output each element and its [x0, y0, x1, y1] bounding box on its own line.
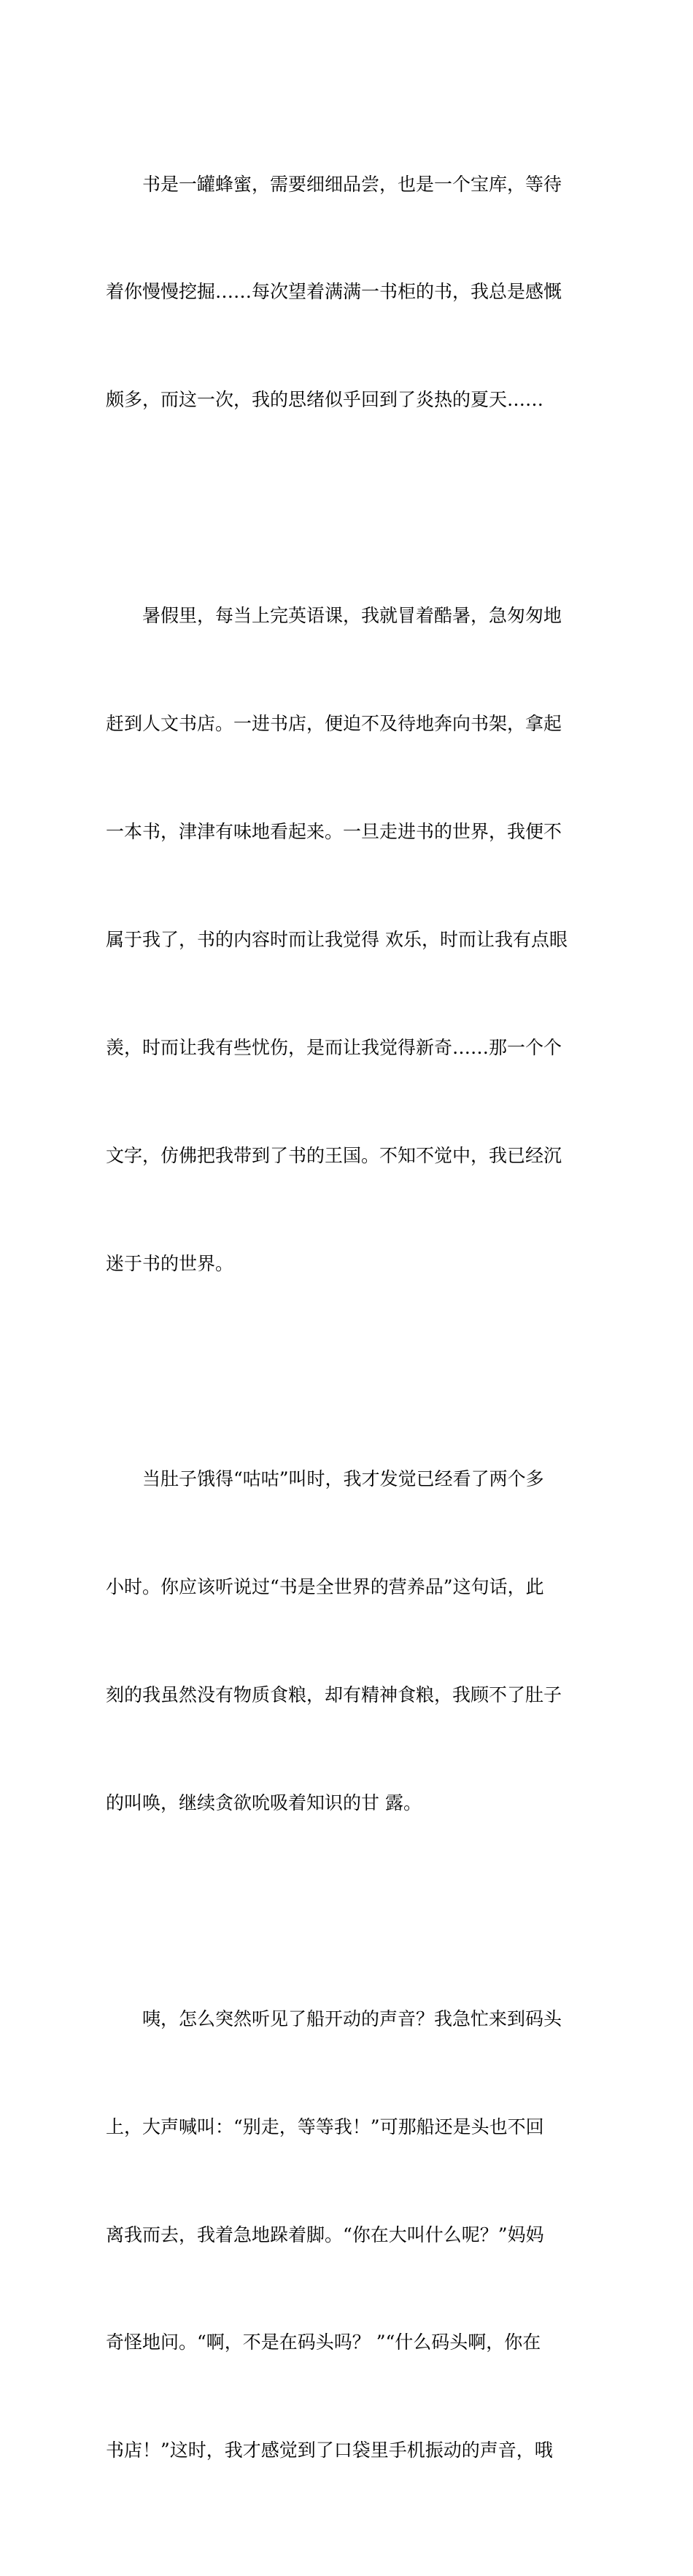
text-line: 咦，怎么突然听见了船开动的声音？我急忙来到码头: [142, 2008, 562, 2029]
text-line: 文字，仿佛把我带到了书的王国。不知不觉中，我已经沉: [106, 1144, 562, 1166]
text-line: 的叫唤，继续贪欲吮吸着知识的甘 露。: [106, 1792, 422, 1813]
text-line: 书是一罐蜂蜜，需要细细品尝，也是一个宝库，等待: [142, 173, 562, 195]
text-line: 一本书，津津有味地看起来。一旦走进书的世界，我便不: [106, 820, 562, 842]
text-line: 上，大声喊叫：“别走，等等我！”可那船还是头也不回: [106, 2116, 544, 2137]
text-line: 属于我了，书的内容时而让我觉得 欢乐，时而让我有点眼: [106, 928, 568, 950]
paragraph-4: [106, 1929, 589, 2540]
paragraph-1: [106, 94, 589, 490]
text-line: 颇多，而这一次，我的思绪似乎回到了炎热的夏天……: [106, 389, 544, 411]
text-line: 赶到人文书店。一进书店，便迫不及待地奔向书架，拿起: [106, 713, 562, 735]
text-line: 迷于书的世界。: [106, 1252, 234, 1274]
text-line: 刻的我虽然没有物质食粮，却有精神食粮，我顾不了肚子: [106, 1684, 562, 1706]
text-line: 暑假里，每当上完英语课，我就冒着酷暑，急匆匆地: [142, 605, 562, 627]
text-line: 离我而去，我着急地跺着脚。“你在大叫什么呢？”妈妈: [106, 2224, 544, 2245]
document-body: [106, 94, 589, 2576]
text-line: 书店！”这时，我才感觉到了口袋里手机振动的声音，哦: [106, 2440, 553, 2461]
text-line: 着你慢慢挖掘……每次望着满满一书柜的书，我总是感慨: [106, 281, 562, 303]
text-line: 奇怪地问。“啊，不是在码头吗？ ”“什么码头啊，你在: [106, 2332, 541, 2353]
text-line: 当肚子饿得“咕咕”叫时，我才发觉已经看了两个多: [142, 1468, 544, 1490]
text-line: 羡，时而让我有些忧伤，是而让我觉得新奇……那一个个: [106, 1036, 562, 1058]
paragraph-3: [106, 1389, 589, 1893]
text-line: 小时。你应该听说过“书是全世界的营养品”这句话，此: [106, 1576, 544, 1598]
paragraph-2: [106, 526, 589, 1354]
